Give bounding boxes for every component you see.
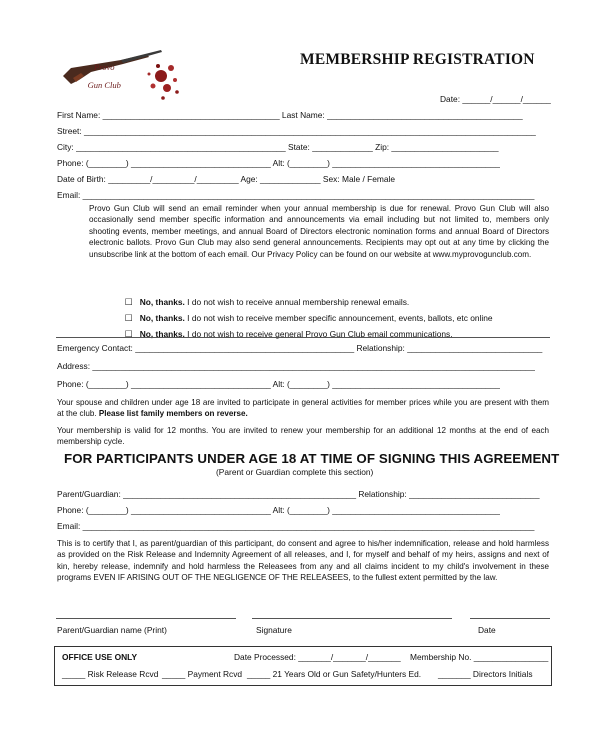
membership-number-field[interactable]: Membership No. ________________	[410, 652, 549, 662]
checkbox-icon[interactable]: ☐	[124, 313, 133, 323]
parent-guardian-field[interactable]: Parent/Guardian: __________________________________________________ Relationship: ____________________________	[57, 489, 540, 499]
opt-out-general[interactable]: ☐ No, thanks. I do not wish to receive general Provo Gun Club email communications.	[124, 329, 453, 339]
date-field[interactable]: Date: ______/______/______	[440, 94, 551, 104]
emergency-address-field[interactable]: Address: _______________________________________________________________________________________________	[57, 361, 535, 371]
parent-phone-field[interactable]: Phone: (________) ______________________________ Alt: (________) ____________________________________	[57, 505, 500, 515]
logo-line-2: Gun Club	[87, 80, 121, 90]
signature-line[interactable]	[252, 618, 452, 619]
email-field[interactable]: Email: _________________________________________________________________________________________________	[57, 190, 535, 200]
validity-notice: Your membership is valid for 12 months. You are invited to renew your membership for an additional 12 months at the end of each membership cycle.	[57, 426, 549, 447]
family-notice-bold: Please list family members on reverse.	[98, 409, 248, 419]
checkbox-icon[interactable]: ☐	[124, 329, 133, 339]
age-safety-field[interactable]: _____ 21 Years Old or Gun Safety/Hunters Ed.	[247, 669, 422, 679]
parent-email-field[interactable]: Email: _________________________________________________________________________________________________	[57, 521, 535, 531]
city-state-zip-field[interactable]: City: _____________________________________________ State: _____________ Zip: _______________________	[57, 142, 499, 152]
phone-field[interactable]: Phone: (________) ______________________________ Alt: (________) ____________________________________	[57, 158, 500, 168]
emergency-contact-field[interactable]: Emergency Contact: _______________________________________________ Relationship: _____________________________	[57, 343, 543, 353]
opt-out-member-specific[interactable]: ☐ No, thanks. I do not wish to receive member specific announcement, events, ballots, etc online	[124, 313, 493, 323]
section-divider	[56, 337, 550, 338]
email-notice: Provo Gun Club will send an email reminder when your annual membership is due for renewal. Provo Gun Club will also occasionally send member specific information and announcements via email including but not limited to, members only shooting events, member meetings, and annual Board of Directors electronic nomination forms and annual Board of Directors electronic ballots. Provo Gun Club may also send general announcements. Recipients may opt out at any time by clicking the unsubscribe link at the bottom of each email. Our Privacy Policy can be found on our website at www.myprovogunclub.com.	[89, 204, 549, 259]
parent-name-line[interactable]	[56, 618, 236, 619]
emergency-phone-field[interactable]: Phone: (________) ______________________________ Alt: (________) ____________________________________	[57, 379, 500, 389]
date-of-birth-field[interactable]: Date of Birth: _________/_________/_________ Age: _____________ Sex: Male / Female	[57, 174, 396, 184]
parent-certification: This is to certify that I, as parent/guardian of this participant, do consent and agree to his/her indemnification, release and hold harmless as provided on the Risk Release and Indemnity Agreement of all releases, and I, for myself and behalf of my heirs, assigns and next of kin, hereby release, indemnify and hold harmless the Releasees from any and all claims incident to my child's involvement in these programs EVEN IF ARISING OUT OF THE NEGLIGENCE OF THE RELEASEES, to the fullest extent permitted by the law.	[57, 539, 549, 583]
first-last-name-field[interactable]: First Name: ______________________________________ Last Name: __________________________________________	[57, 110, 523, 120]
page-title: MEMBERSHIP REGISTRATION	[300, 51, 535, 68]
date-processed-field[interactable]: Date Processed: _______/_______/_______	[234, 652, 401, 662]
date-line[interactable]	[470, 618, 550, 619]
logo-line-1: Provo	[94, 62, 115, 72]
risk-release-field[interactable]: _____ Risk Release Rcvd	[62, 669, 159, 679]
checkbox-icon[interactable]: ☐	[124, 297, 133, 307]
payment-field[interactable]: _____ Payment Rcvd	[162, 669, 243, 679]
office-use-label: OFFICE USE ONLY	[62, 652, 138, 662]
minor-section-subheading: (Parent or Guardian complete this section)	[216, 467, 374, 477]
date-label: Date	[478, 625, 496, 635]
parent-name-label: Parent/Guardian name (Print)	[57, 625, 167, 635]
club-logo	[52, 28, 174, 88]
family-notice: Your spouse and children under age 18 are invited to participate in general activities for member prices while you are present with them at the club. Please list family members on reverse.	[57, 398, 549, 419]
street-field[interactable]: Street: _________________________________________________________________________________________________	[57, 126, 536, 136]
directors-initials-field[interactable]: _______ Directors Initials	[438, 669, 533, 679]
signature-label: Signature	[256, 625, 292, 635]
minor-section-heading: FOR PARTICIPANTS UNDER AGE 18 AT TIME OF SIGNING THIS AGREEMENT	[64, 451, 560, 466]
opt-out-renewal[interactable]: ☐ No, thanks. I do not wish to receive annual membership renewal emails.	[124, 297, 410, 307]
